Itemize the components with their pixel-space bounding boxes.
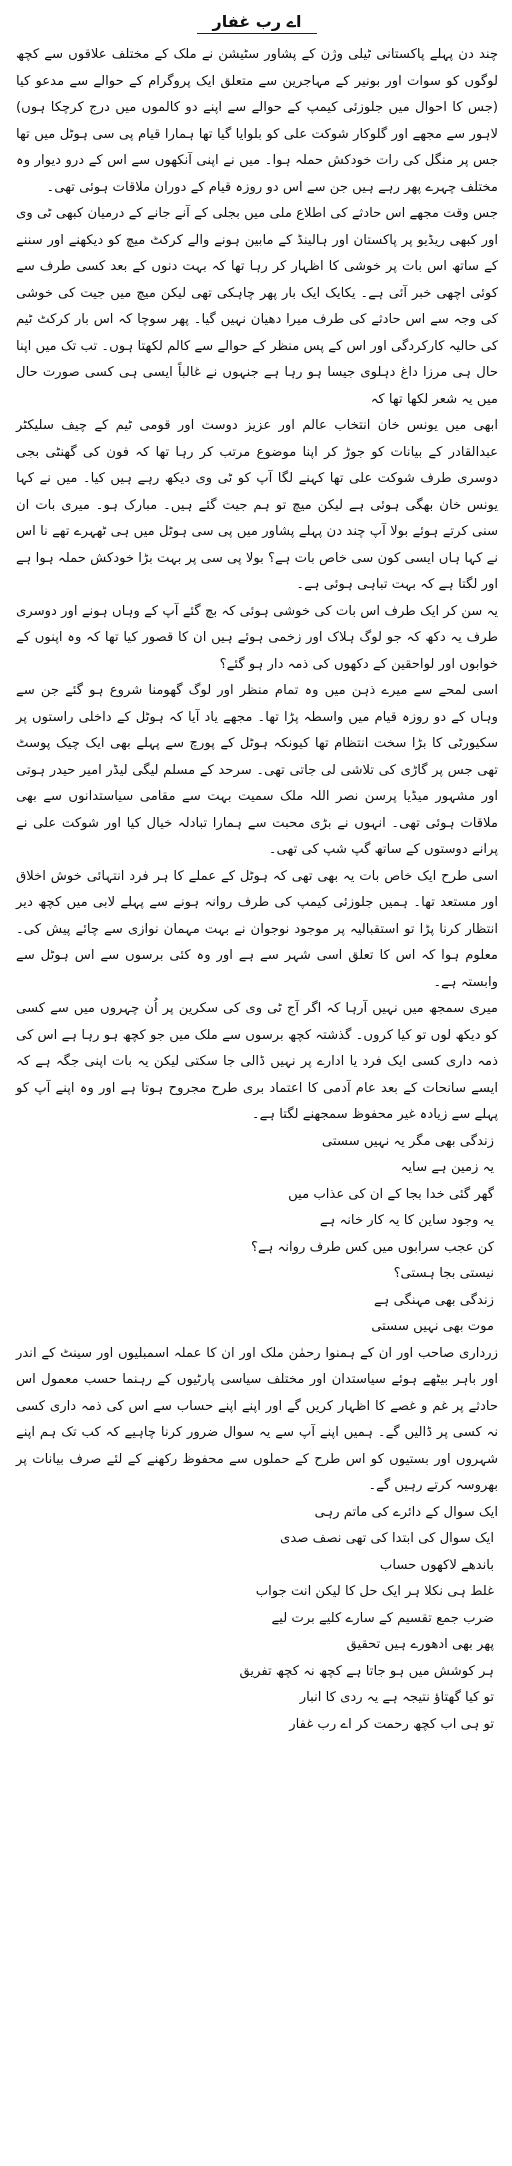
poem-line: ضرب جمع تقسیم کے سارے کلیے برت لیے	[271, 1610, 494, 1626]
poem-line: باندھے لاکھوں حساب	[379, 1557, 494, 1573]
paragraph: ابھی میں یونس خان انتخاب عالم اور عزیز دوست اور قومی ٹیم کے چیف سلیکٹر عبدالقادر کے بیانات کو جوڑ کر اپنا موضوع مرتب کر رہا تھا کہ فون کی گھنٹی بجی دوسری طرف شوکت علی تھا کہنے لگا آپ کو ٹی وی دیکھ رہے ہیں کیا۔ میں نے کہا یونس خان بھگی ہوئی ہے لیکن میچ تو ہم جیت گئے ہیں۔ مبارک ہو۔ میری بات ان سنی کرتے ہوئے بولا آپ چند دن پہلے پشاور میں پی سی ہوٹل میں ہی ٹھہرے تھے نا اس نے کہا ہاں ایسی کون سی خاص بات ہے؟ بولا پی سی پر بہت بڑا خودکش حملہ ہوا ہے اور لگتا ہے کہ بہت تباہی ہوئی ہے۔	[16, 418, 498, 592]
paragraph: یہ سن کر ایک طرف اس بات کی خوشی ہوئی کہ بچ گئے آپ کے وہاں ہونے اور دوسری طرف یہ دکھ کہ جو لوگ ہلاک اور زخمی ہوئے ہیں ان کا قصور کیا تھا کہ وہ اپنوں کے خوابوں اور لواحقین کے دکھوں کی ذمہ دار ہو گئے؟	[16, 603, 498, 672]
poem-line: تو ہی اب کچھ رحمت کر اے رب غفار	[289, 1716, 494, 1732]
poem-line: گھر گئی خدا بجا کے ان کی عذاب میں	[288, 1186, 494, 1202]
poem-line: زندگی بھی مہنگی ہے	[373, 1292, 494, 1308]
poem-line: تو کیا گھتاؤ نتیجہ ہے یہ ردی کا انبار	[299, 1690, 494, 1705]
paragraph: چند دن پہلے پاکستانی ٹیلی وژن کے پشاور سٹیشن نے ملک کے مختلف علاقوں سے کچھ لوگوں کو سوات اور بونیر کے مہاجرین سے متعلق ایک پروگرام کے حوالے سے مدعو کیا (جس کا احوال میں جلوزئی کیمپ کے حوالے سے اپنے دو کالموں میں درج کرچکا ہوں) لاہور سے مجھے اور گلوکار شوکت علی کو بلوایا گیا تھا ہمارا قیام پی سی ہوٹل میں تھا جس پر منگل کی رات خودکش حملہ ہوا۔ میں نے اپنی آنکھوں سے اس کے درو دیوار وہ مختلف چہرے پھر رہے ہیں جن سے اس دو روزہ قیام کے دوران ملاقات ہوئی تھی۔	[16, 47, 498, 195]
paragraph: جس وقت مجھے اس حادثے کی اطلاع ملی میں بجلی کے آنے جانے کے درمیان کبھی ٹی وی اور کبھی ریڈیو پر پاکستان اور ہالینڈ کے مابین ہونے والے کرکٹ میچ کو دیکھنے اور سننے کے ساتھ اس بات پر خوشی کا اظہار کر رہا تھا کہ بہت دنوں کے بعد کسی طرف سے کوئی اچھی خبر آئی ہے۔ یکایک ایک بار پھر چاہکی تھی لیکن میچ میں جیت کی خوشی کی وجہ سے اس حادثے کی طرف میرا دھیان نہیں گیا۔ پھر سوچا کہ اس بار کرکٹ ٹیم کی حالیہ کارکردگی اور اس کے پس منظر کے حوالے سے کالم لکھتا ہوں۔ تب تک میں اپنا حال ہی مرزا داغ دہلوی جیسا ہو رہا ہے جنہوں نے غالباً ایسی ہی کسی صورت حال میں یہ شعر لکھا تھا کہ	[16, 206, 498, 407]
poem-line: غلط ہی نکلا ہر ایک حل کا لیکن انت جواب	[255, 1584, 494, 1599]
poem-block	[16, 1129, 498, 1341]
poem-line: زندگی بھی مگر یہ نہیں سستی	[321, 1133, 494, 1149]
poem-line: پھر بھی ادھورے ہیں تحقیق	[346, 1637, 494, 1652]
column-title: اے رب غفار	[212, 12, 302, 31]
paragraph: اسی طرح ایک خاص بات یہ بھی تھی کہ ہوٹل کے عملے کا ہر فرد انتہائی خوش اخلاق اور مستعد تھا۔ ہمیں جلوزئی کیمپ کی طرف روانہ ہونے سے پہلے لابی میں کچھ دیر انتظار کرنا پڑا تو استقبالیہ پر موجود نوجوان نے بہت مہمان نوازی سے چائے پیش کی۔ معلوم ہوا کہ اس کا تعلق اسی شہر سے ہے اور وہ کئی برسوں سے اس ہوٹل سے وابستہ ہے۔	[16, 868, 498, 990]
poem-line: ایک سوال کی ابتدا کی تھی نصف صدی	[280, 1531, 494, 1546]
paragraph: اسی لمحے سے میرے ذہن میں وہ تمام منظر اور لوگ گھومنا شروع ہو گئے جن سے وہاں کے دو روزہ قیام میں واسطہ پڑا تھا۔ مجھے یاد آیا کہ ہوٹل کے داخلی راستوں پر سکیورٹی کا بڑا سخت انتظام تھا کیونکہ ہوٹل کے پورچ سے پہلے بھی ایک چیک پوسٹ تھی جس پر گاڑی کی تلاشی لی جاتی تھی۔ سرحد کے مسلم لیگی لیڈر امیر حیدر ہوتی اور مشہور میڈیا پرسن نصر اللہ ملک سمیت بہت سے مقامی سیاستدانوں سے بھی ملاقات ہوئی تھی۔ انہوں نے بڑی محبت سے ہمارا تبادلہ خیال کیا اور شوکت علی نے پرانے دوستوں کے ساتھ گپ شپ کی تھی۔	[16, 683, 498, 857]
poem-line: نیستی بجا ہستی؟	[393, 1266, 494, 1281]
paragraph: میری سمجھ میں نہیں آرہا کہ اگر آج ٹی وی کی سکرین پر اُن چہروں میں سے کسی کو دیکھ لوں تو کیا کروں۔ گذشتہ کچھ برسوں سے ملک میں جو کچھ ہو رہا ہے اس کی ذمہ داری کسی ایک فرد یا ادارے پر نہیں ڈالی جا سکتی لیکن یہ بات اپنی جگہ ہے کہ ایسے سانحات کے بعد عام آدمی کا اعتماد بری طرح مجروح ہوتا ہے اور وہ اپنے آپ کو پہلے سے زیادہ غیر محفوظ سمجھنے لگتا ہے۔	[16, 1001, 498, 1122]
poem-line: موت بھی نہیں سستی	[371, 1319, 494, 1334]
closing-poem-block	[16, 1526, 498, 1738]
poem-line: کن عجب سرابوں میں کس طرف روانہ ہے؟	[250, 1239, 494, 1255]
paragraph: زرداری صاحب اور ان کے ہمنوا رحمٰن ملک اور ان کا عملہ اسمبلیوں اور سینٹ کے اندر اور باہر بیٹھے ہوئے سیاستدان اور مختلف سیاسی پارٹیوں کے رہنما حسب معمول اس حادثے پر غم و غصے کا اظہار کریں گے اور اپنے اپنے حساب سے اس کی ذمہ داری کسی نہ کسی پر ڈالیں گے۔ ہمیں اپنے آپ سے یہ سوال ضرور کرنا چاہیے کہ کب تک ہم اپنے شہروں اور بستیوں کو اس طرح کے حملوں سے محفوظ رکھنے کے لئے صرف بیانات پر بھروسہ کرتے رہیں گے۔	[16, 1345, 498, 1493]
paragraph: ایک سوال کے دائرے کی ماتم رہی	[314, 1504, 498, 1520]
poem-line: یہ زمین ہے سایہ	[400, 1160, 494, 1175]
title-underline	[197, 33, 317, 34]
poem-line: ہر کوشش میں ہو جاتا ہے کچھ نہ کچھ تفریق	[239, 1663, 494, 1679]
poem-line: یہ وجود ساین کا یہ کار خانہ ہے	[319, 1213, 494, 1228]
